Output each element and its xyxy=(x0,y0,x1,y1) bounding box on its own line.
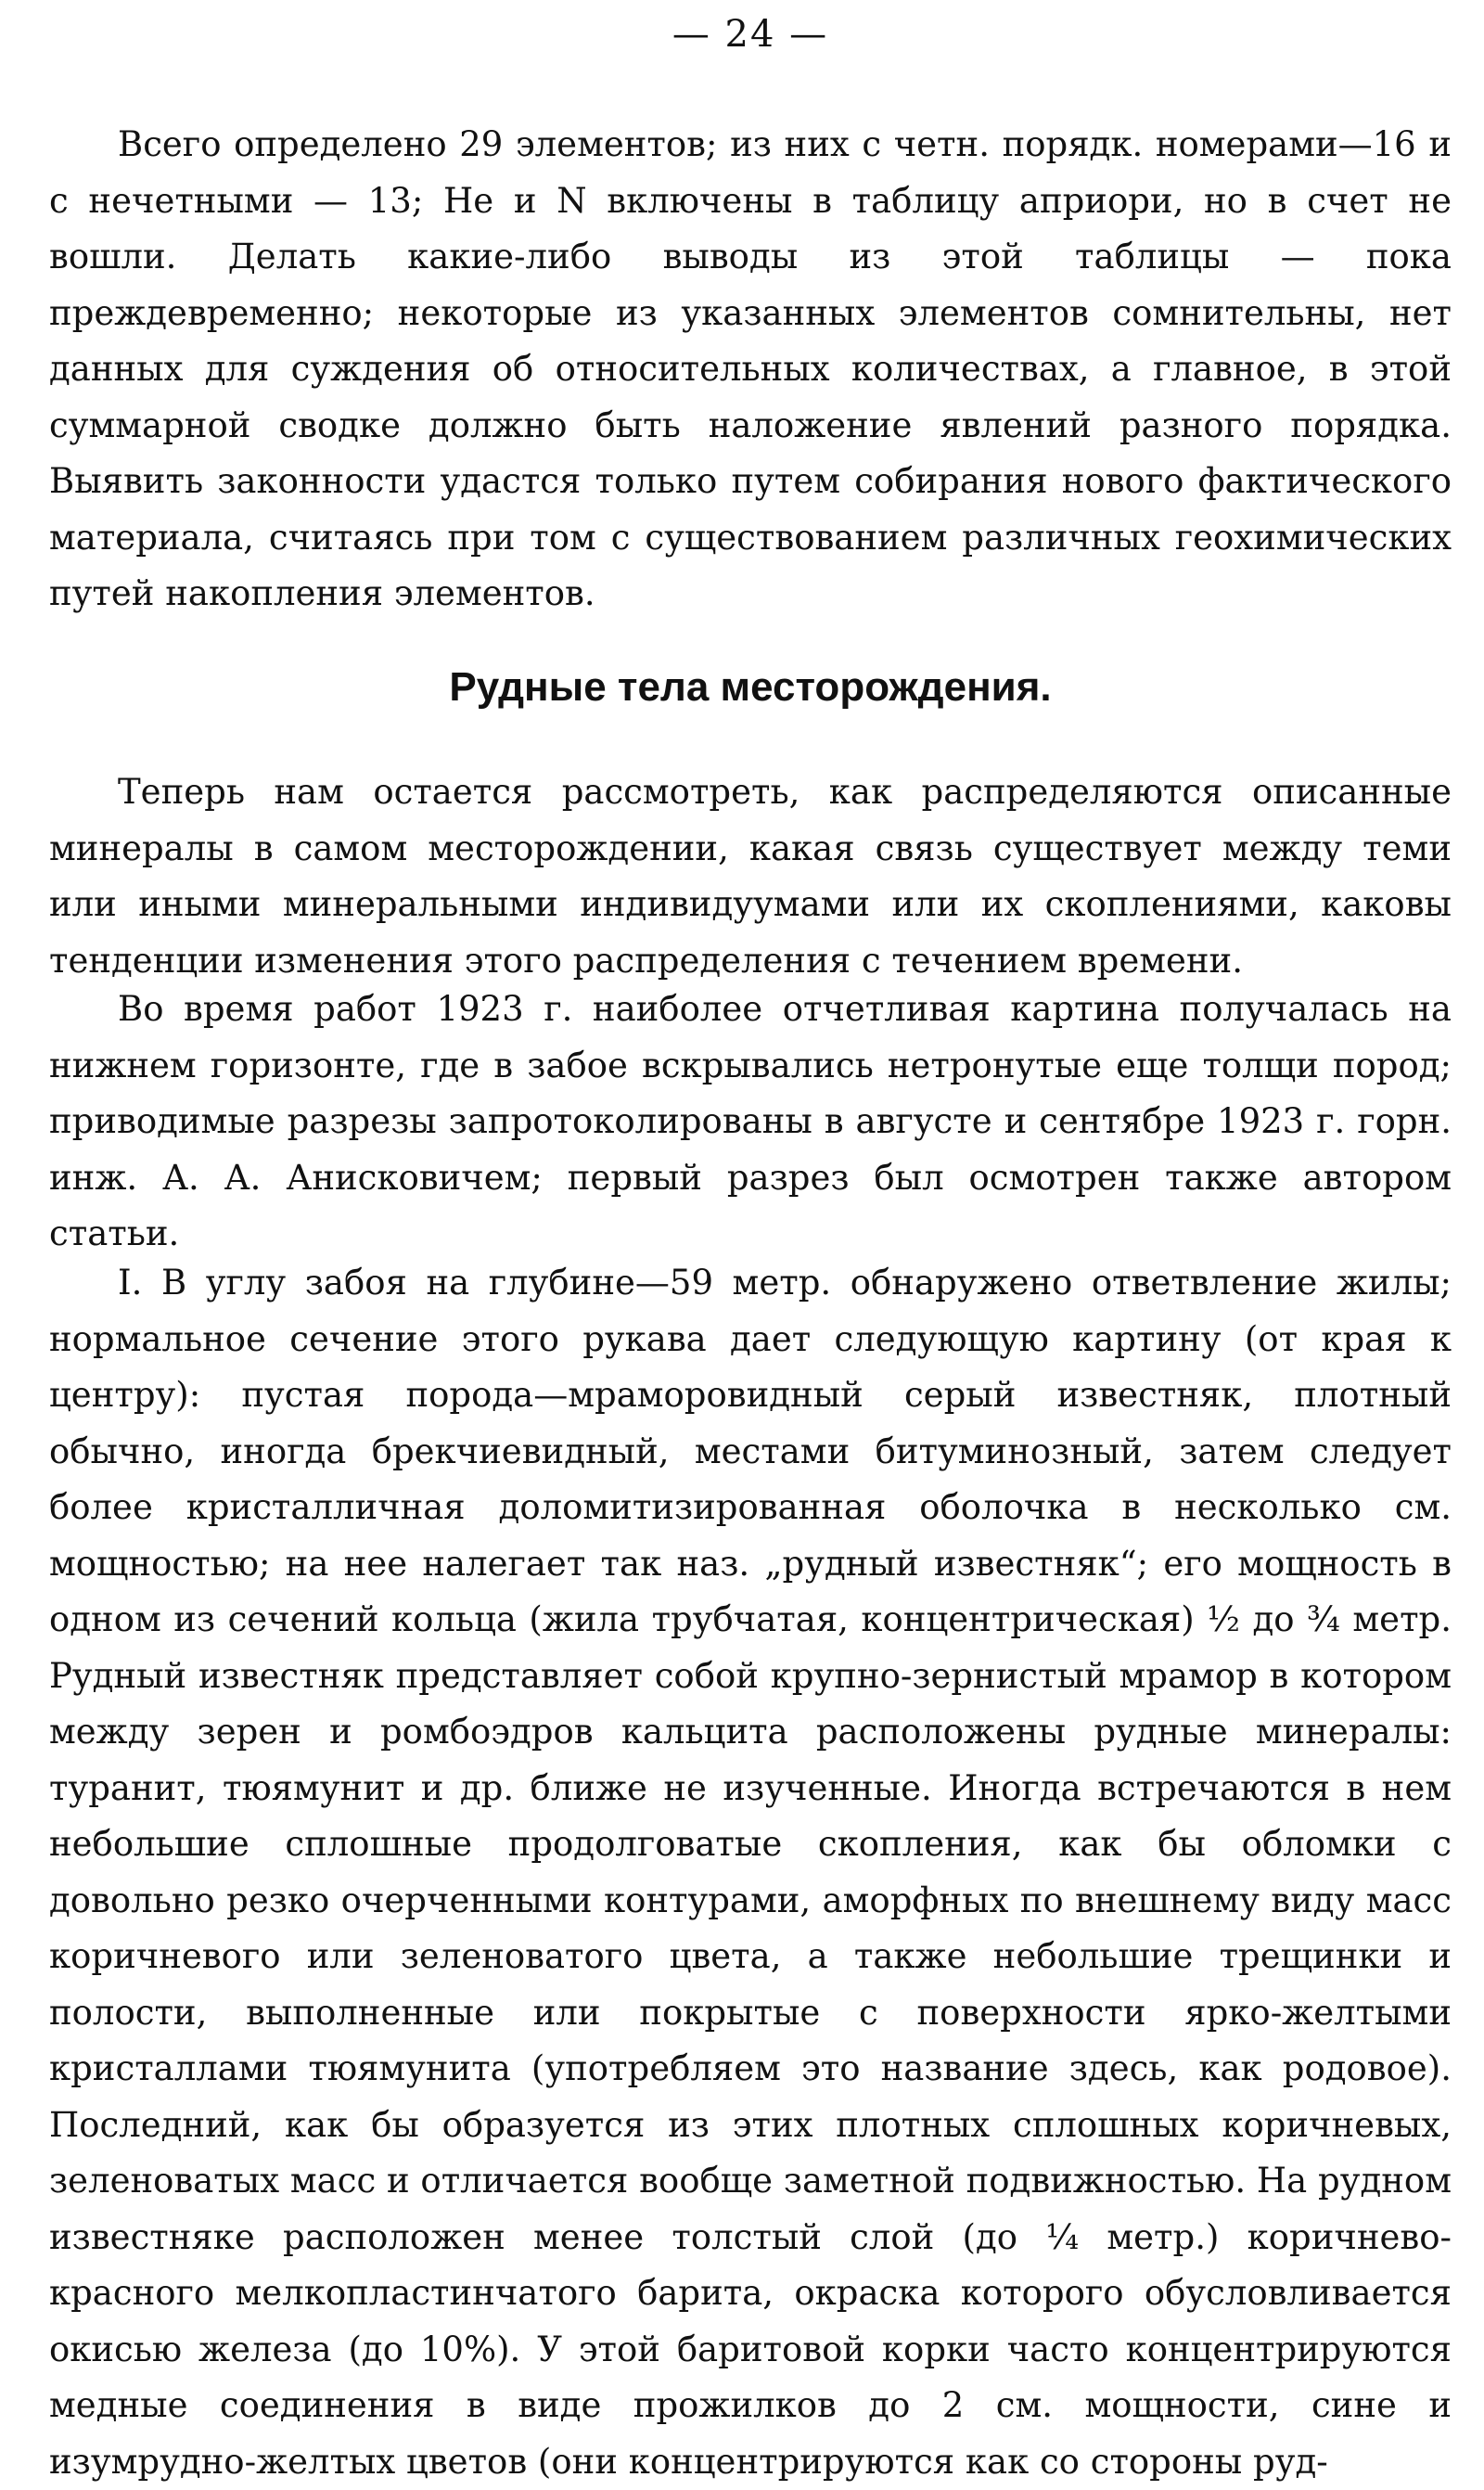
section-heading: Рудные тела месторождения. xyxy=(449,664,1052,710)
paragraph-section-one: I. В углу забоя на глубине—59 метр. обнаружено ответвление жилы; нормальное сечение этого рукава дает следующую картину (от края к центру): пустая порода—мраморовидный серый известняк, плотный обычно, иногда брекчиевидный, местами битуминозный, затем следует более кристалличная доломитизированная оболочка в несколько см. мощностью; на нее налегает так наз. „рудный известняк“; его мощность в одном из сечений кольца (жила трубчатая, концентрическая) ½ до ¾ метр. Рудный известняк представляет собой крупно-зернистый мрамор в котором между зерен и ромбоэдров кальцита расположены рудные минералы: туранит, тюямунит и др. ближе не изученные. Иногда встречаются в нем небольшие сплошные продолговатые скопления, как бы обломки с довольно резко очерченными контурами, аморфных по внешнему виду масс коричневого или зеленоватого цвета, а также небольшие трещинки и полости, выполненные или покрытые с поверхности ярко-желтыми кристаллами тюямунита (употребляем это название здесь, как родовое). Последний, как бы образуется из этих плотных сплошных коричневых, зеленоватых масс и отличается вообще заметной подвижностью. На рудном известняке расположен менее толстый слой (до ¼ метр.) коричнево-красного мелкопластинчатого барита, окраска которого обусловливается окисью железа (до 10%). У этой баритовой корки часто концентрируются медные соединения в виде прожилков до 2 см. мощности, сине и изумрудно-желтых цветов (они концентрируются как со стороны руд- xyxy=(49,1263,1452,2482)
paragraph-elements-summary: Всего определено 29 элементов; из них с четн. порядк. номерами—16 и с нечетными — 13; He и N включены в таблицу априори, но в счет не вошли. Делать какие-либо выводы из этой таблицы — пока преждевременно; некоторые из указанных элементов сомнительны, нет данных для суждения об относительных количествах, а главное, в этой суммарной сводке должно быть наложение явлений разного порядка. Выявить законности удастся только путем собирания нового фактического материала, считаясь при том с существованием различных геохимических путей накопления элементов. xyxy=(49,124,1452,613)
document-page xyxy=(49,0,1452,2482)
paragraph-distribution-intro: Теперь нам остается рассмотреть, как распределяются описанные минералы в самом месторождении, какая связь существует между теми или иными минеральными индивидуумами или их скоплениями, каковы тенденции изменения этого распределения с течением времени. xyxy=(49,772,1452,981)
paragraph-1923-works: Во время работ 1923 г. наиболее отчетливая картина получалась на нижнем горизонте, где в забое вскрывались нетронутые еще толщи пород; приводимые разрезы запротоколированы в августе и сентябре 1923 г. горн. инж. А. А. Анисковичем; первый разрез был осмотрен также автором статьи. xyxy=(49,989,1452,1253)
page-number: — 24 — xyxy=(672,13,829,56)
